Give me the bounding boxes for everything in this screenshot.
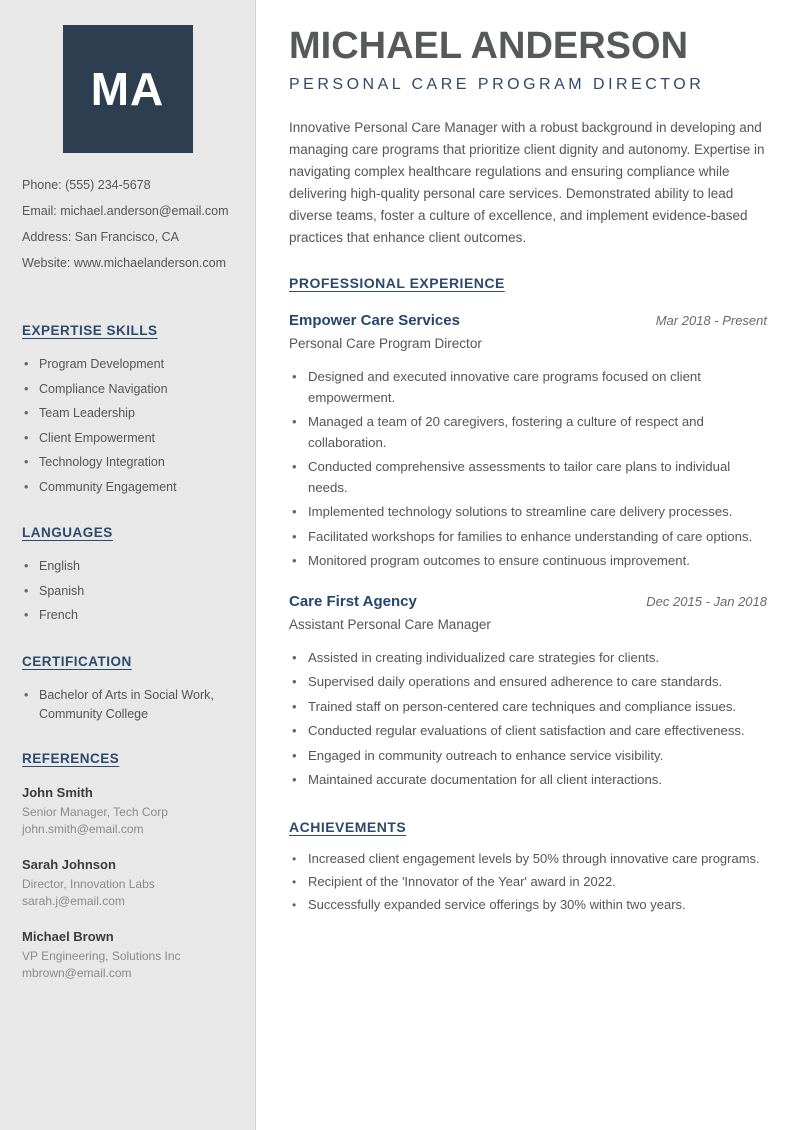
contact-address: Address: San Francisco, CA <box>22 230 180 244</box>
list-item: • Community Engagement <box>22 478 233 498</box>
job-header <box>289 312 767 330</box>
job-role: Assistant Personal Care Manager <box>289 616 491 632</box>
contact-email: Email: michael.anderson@email.com <box>22 204 229 218</box>
list-item: • Supervised daily operations and ensured adherence to care standards. <box>289 672 767 693</box>
list-item: • Trained staff on person-centered care techniques and compliance issues. <box>289 697 767 718</box>
reference-role: Director, Innovation Labs <box>22 876 155 891</box>
list-item: • Engaged in community outreach to enhance service visibility. <box>289 746 767 767</box>
reference-email: john.smith@email.com <box>22 821 144 836</box>
list-item: • Successfully expanded service offerings by 30% within two years. <box>289 895 767 915</box>
list-item: • Maintained accurate documentation for all client interactions. <box>289 770 767 791</box>
experience-heading: PROFESSIONAL EXPERIENCE <box>289 275 505 291</box>
person-title: PERSONAL CARE PROGRAM DIRECTOR <box>289 76 705 93</box>
reference-name: Sarah Johnson <box>22 856 116 872</box>
reference-role: VP Engineering, Solutions Inc <box>22 948 181 963</box>
reference-name: Michael Brown <box>22 928 114 944</box>
reference-email: mbrown@email.com <box>22 965 132 980</box>
job-bullet-list <box>289 648 767 791</box>
list-item: • Increased client engagement levels by 50% through innovative care programs. <box>289 849 767 869</box>
list-item: • Client Empowerment <box>22 429 233 449</box>
list-item: • Conducted comprehensive assessments to tailor care plans to individual needs. <box>289 457 767 498</box>
list-item: • Monitored program outcomes to ensure continuous improvement. <box>289 551 767 572</box>
job-dates: Dec 2015 - Jan 2018 <box>646 593 767 609</box>
contact-info <box>22 179 233 270</box>
list-item: • Recipient of the 'Innovator of the Year' award in 2022. <box>289 872 767 892</box>
job-header <box>289 593 767 611</box>
main-content <box>256 0 800 1130</box>
list-item: • Implemented technology solutions to streamline care delivery processes. <box>289 502 767 523</box>
sidebar <box>0 0 256 1130</box>
job-bullet-list <box>289 367 767 572</box>
list-item: • Technology Integration <box>22 453 233 473</box>
summary-paragraph: Innovative Personal Care Manager with a robust background in developing and managing care programs that prioritize client dignity and autonomy. Expertise in navigating complex healthcare regulations and ensuring compliance while delivering high-quality personal care services. Demonstrated ability to lead diverse teams, foster a culture of excellence, and implement evidence-based practices that enhance client outcomes. <box>289 120 765 245</box>
avatar-initials: MA <box>90 63 165 115</box>
languages-list <box>22 557 233 626</box>
reference-name: John Smith <box>22 784 93 800</box>
job-entry <box>289 593 767 791</box>
contact-website: Website: www.michaelanderson.com <box>22 256 227 270</box>
skills-heading: EXPERTISE SKILLS <box>22 323 158 338</box>
certification-heading: CERTIFICATION <box>22 653 132 669</box>
list-item: • Managed a team of 20 caregivers, fostering a culture of respect and collaboration. <box>289 412 767 453</box>
job-company: Care First Agency <box>289 592 417 610</box>
references-heading: REFERENCES <box>22 750 120 766</box>
avatar <box>63 25 193 153</box>
list-item: • English <box>22 557 233 577</box>
list-item: • Designed and executed innovative care programs focused on client empowerment. <box>289 367 767 408</box>
contact-phone: Phone: (555) 234-5678 <box>22 178 151 192</box>
list-item: • Assisted in creating individualized care strategies for clients. <box>289 648 767 669</box>
list-item: • Spanish <box>22 582 233 602</box>
list-item: • Compliance Navigation <box>22 380 233 400</box>
reference-entry <box>22 929 233 982</box>
list-item: • Conducted regular evaluations of client satisfaction and care effectiveness. <box>289 721 767 742</box>
achievements-heading: ACHIEVEMENTS <box>289 818 407 835</box>
list-item: • Facilitated workshops for families to enhance understanding of care options. <box>289 527 767 548</box>
achievements-list <box>289 849 767 915</box>
skills-list <box>22 355 233 497</box>
job-dates: Mar 2018 - Present <box>655 313 767 328</box>
list-item: • Program Development <box>22 355 233 375</box>
list-item: • French <box>22 606 233 626</box>
job-company: Empower Care Services <box>289 312 460 329</box>
certification-list <box>22 686 233 725</box>
languages-heading: LANGUAGES <box>22 525 113 540</box>
reference-role: Senior Manager, Tech Corp <box>22 804 168 819</box>
reference-entry <box>22 857 233 910</box>
list-item: • Team Leadership <box>22 404 233 424</box>
reference-email: sarah.j@email.com <box>22 893 125 908</box>
job-role: Personal Care Program Director <box>289 336 482 351</box>
reference-entry <box>22 785 233 838</box>
list-item: • Bachelor of Arts in Social Work, Community College <box>22 686 233 725</box>
person-name: MICHAEL ANDERSON <box>289 25 689 67</box>
job-entry <box>289 312 767 572</box>
